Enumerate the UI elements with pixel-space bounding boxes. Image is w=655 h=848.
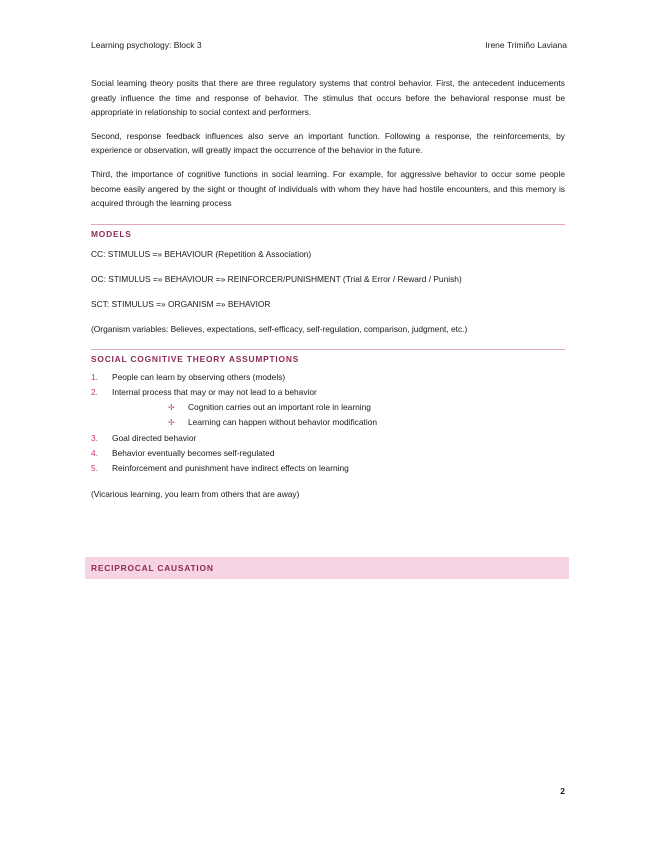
list-number: 1. [91,371,98,382]
list-item [91,431,565,446]
star-bullet-icon: ✢ [168,418,175,428]
assumptions-section [91,349,565,500]
list-number: 3. [91,432,98,443]
reciprocal-causation-band [85,557,569,579]
model-oc: OC: STIMULUS =» BEHAVIOUR =» REINFORCER/PUNISHMENT (Trial & Error / Reward / Punish) [91,273,462,284]
list-number: 5. [91,462,98,473]
model-organism-variables: (Organism variables: Believes, expectations, self-efficacy, self-regulation, comparison, judgment, etc.) [91,323,468,334]
models-section [91,224,565,335]
list-item [91,446,565,461]
assumptions-list [91,370,565,476]
list-number: 4. [91,447,98,458]
list-item-text: Goal directed behavior [112,432,197,443]
list-item-text: Internal process that may or may not lead to a behavior [112,386,317,397]
star-bullet-icon: ✢ [168,403,175,413]
list-item-text: Behavior eventually becomes self-regulated [112,447,275,458]
page-number: 2 [560,786,565,796]
header-author-name: Irene Trimiño Laviana [485,40,567,50]
sub-list-item [168,415,565,430]
sub-list-item-text: Cognition carries out an important role in learning [188,402,371,413]
list-item [91,370,565,385]
assumptions-heading: SOCIAL COGNITIVE THEORY ASSUMPTIONS [91,353,300,364]
sub-list-item [168,400,565,415]
header-course-title: Learning psychology: Block 3 [91,40,202,50]
sub-list-item-text: Learning can happen without behavior modification [188,417,378,428]
models-heading: MODELS [91,228,132,239]
reciprocal-causation-heading: RECIPROCAL CAUSATION [91,563,214,573]
sub-list [112,400,565,430]
model-cc: CC: STIMULUS =» BEHAVIOUR (Repetition & Association) [91,248,312,259]
list-item-text: Reinforcement and punishment have indirect effects on learning [112,462,349,473]
list-item [91,461,565,476]
paragraph-cognitive-functions: Third, the importance of cognitive functions in social learning. For example, for aggressive behavior to occur some people become easily angered by the sight or thought of individuals with whom they have had hostile encounters, and this memory is acquired through the learning process [91,168,565,209]
paragraph-response-feedback: Second, response feedback influences also serve an important function. Following a response, the reinforcements, by experience or observation, will greatly impact the occurrence of the behavior in the future. [91,130,565,156]
page-content [91,76,565,509]
vicarious-learning-note: (Vicarious learning, you learn from others that are away) [91,489,300,500]
list-item-text: People can learn by observing others (models) [112,371,286,382]
list-number: 2. [91,386,98,397]
list-item [91,385,565,431]
paragraph-regulatory-systems: Social learning theory posits that there are three regulatory systems that control behavior. First, the antecedent inducements greatly influence the time and response of behavior. The stimulus that occurs before the behavioral response must be appropriate in relationship to social context and performers. [91,78,565,118]
model-sct: SCT: STIMULUS =» ORGANISM =» BEHAVIOR [91,298,271,309]
